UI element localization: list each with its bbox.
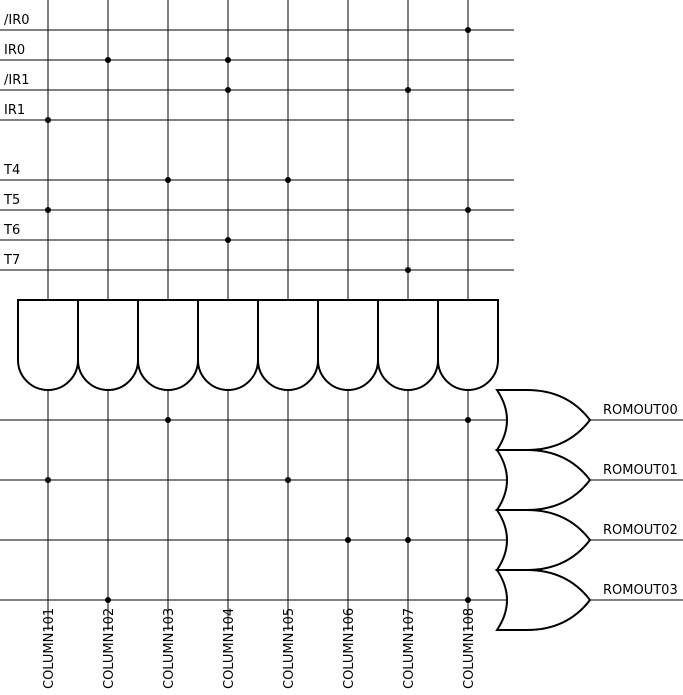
- input-label: T4: [4, 163, 21, 178]
- connection-dot: [405, 267, 411, 273]
- connection-dot: [405, 537, 411, 543]
- input-label: /IR1: [4, 73, 30, 88]
- connection-dot: [225, 87, 231, 93]
- connection-dot: [225, 57, 231, 63]
- and-gate: [378, 300, 438, 390]
- connection-dot: [225, 237, 231, 243]
- connection-dot: [345, 537, 351, 543]
- connection-dot: [45, 207, 51, 213]
- output-label: ROMOUT01: [603, 463, 678, 478]
- or-gate: [497, 450, 590, 510]
- output-label: ROMOUT02: [603, 523, 678, 538]
- input-label: T6: [4, 223, 21, 238]
- connection-dot: [465, 207, 471, 213]
- connection-dot: [165, 417, 171, 423]
- column-label: COLUMN102: [102, 607, 117, 689]
- output-label: ROMOUT00: [603, 403, 678, 418]
- input-label: IR0: [4, 43, 26, 58]
- column-label: COLUMN107: [402, 607, 417, 689]
- connection-dot: [105, 57, 111, 63]
- column-label: COLUMN101: [42, 607, 57, 689]
- connection-dot: [165, 177, 171, 183]
- and-gate: [198, 300, 258, 390]
- input-label: IR1: [4, 103, 26, 118]
- output-label: ROMOUT03: [603, 583, 678, 598]
- connection-dot: [465, 417, 471, 423]
- connection-dot: [285, 477, 291, 483]
- and-gate: [18, 300, 78, 390]
- connection-dot: [465, 597, 471, 603]
- connection-dot: [105, 597, 111, 603]
- input-label: /IR0: [4, 13, 30, 28]
- connection-dot: [45, 477, 51, 483]
- and-gate: [78, 300, 138, 390]
- and-gate: [258, 300, 318, 390]
- or-gate: [497, 390, 590, 450]
- and-gate: [138, 300, 198, 390]
- input-label: T5: [4, 193, 21, 208]
- connection-dot: [285, 177, 291, 183]
- column-label: COLUMN108: [462, 607, 477, 689]
- connection-dot: [45, 117, 51, 123]
- and-gate: [438, 300, 498, 390]
- column-label: COLUMN105: [282, 607, 297, 689]
- column-label: COLUMN106: [342, 607, 357, 689]
- input-lines: [0, 13, 514, 270]
- column-label: COLUMN103: [162, 607, 177, 689]
- or-gate: [497, 570, 590, 630]
- and-gate-row: [18, 300, 498, 390]
- and-gate: [318, 300, 378, 390]
- column-label: COLUMN104: [222, 607, 237, 689]
- connection-dot: [465, 27, 471, 33]
- input-label: T7: [4, 253, 21, 268]
- or-input-lines: [0, 420, 520, 600]
- or-gate: [497, 510, 590, 570]
- or-gate-stack: [497, 390, 683, 630]
- connection-dot: [405, 87, 411, 93]
